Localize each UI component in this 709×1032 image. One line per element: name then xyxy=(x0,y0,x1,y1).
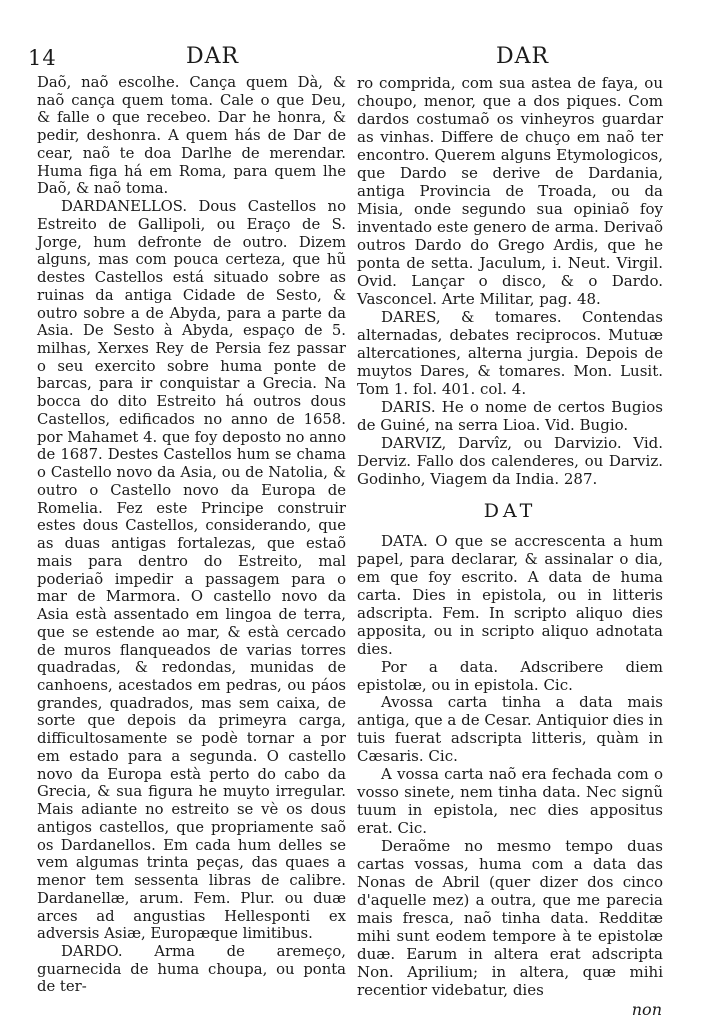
entry-daris: DARIS. He o nome de certos Bugios de Guiné, na serra Lioa. Vid. Bugio. xyxy=(357,397,663,434)
running-head-left: DAR xyxy=(186,44,240,69)
entry-data-example-3: A vossa carta naõ era fechada com o vosso sinete, nem tinha data. Nec signũ tuum in epistola, nec dies appositus erat. Cic. xyxy=(357,765,663,838)
entry-data: DATA. O que se accrescenta a hum papel, para declarar, & assinalar o dia, em que foy escrito. A data de huma carta. Dies in epistola, ou in litteris adscripta. Fem. In scripto aliquo dies apposita, ou in scripto aliquo adnotata dies. xyxy=(357,531,663,658)
section-heading-dat: DAT xyxy=(483,499,537,522)
entry-data-example-4: Deraõme no mesmo tempo duas cartas vossas, huma com a data das Nonas de Abril (quer dizer dos cinco d'aquelle mez) a outra, que me parecia mais fresca, naõ tinha data. Redditæ mihi sunt eodem tempore à te epistolæ duæ. Earum in altera erat adscripta Non. Aprilium; in altera, quæ mihi recentior videbatur, dies xyxy=(357,837,663,1000)
entry-data-example-1: Por a data. Adscribere diem epistolæ, ou in epistola. Cic. xyxy=(357,657,663,694)
entry-darviz: DARVIZ, Darvîz, ou Darvizio. Vid. Derviz. Fallo dos calenderes, ou Darviz. Godinho, Viagem da India. 287. xyxy=(357,433,663,488)
running-head-right: DAR xyxy=(496,44,550,69)
entry-dardanellos: DARDANELLOS. Dous Castellos no Estreito de Gallipoli, ou Eraço de S. Jorge, hum defronte de outro. Dizem alguns, mas com pouca certeza, que hũ destes Castellos está situado sobre as ruinas da antiga Cidade de Sesto, & outro sobre a de Abyda, para a parte da Asia. De Sesto à Abyda, espaço de 5. milhas, Xerxes Rey de Persia fez passar o seu exercito sobre huma ponte de barcas, para ir conquistar a Grecia. Na bocca do dito Estreito há outros dous Castellos, edificados no anno de 1658. por Mahamet 4. que foy deposto no anno de 1687. Destes Castellos hum se chama o Castello novo da Asia, ou de Natolia, & outro o Castello novo da Europa de Romelia. Fez este Principe construir estes dous Castellos, considerando, que as duas antigas fortalezas, que estaõ mais para dentro do Estreito, mal poderiaõ impedir a passagem para o mar de Marmora. O castello novo da Asia està assentado em lingoa de terra, que se estende ao mar, & està cercado de muros flanqueados de varias torres quadradas, & redondas, munidas de canhoens, acestados em pedras, ou páos grandes, quadrados, mas sem caixa, de sorte que depois da primeyra carga, difficultosamente se podè tornar a por em estado para a segunda. O castello novo da Europa està perto do cabo da Grecia, & sua figura he muyto irregular. Mais adiante no estreito se vè os dous antigos castellos, que propriamente saõ os Dardanellos. Em cada hum delles se vem algumas trinta peças, das quaes a menor tem sessenta libras de calibre. Dardanellæ, arum. Fem. Plur. ou duæ arces ad angustias Hellesponti ex adversis Asiæ, Europæque limitibus. xyxy=(37,198,346,943)
left-column xyxy=(37,74,346,996)
entry-data-example-2: Avossa carta tinha a data mais antiga, que a de Cesar. Antiquior dies in tuis fuerat adscripta litteris, quàm in Cæsaris. Cic. xyxy=(357,693,663,766)
entry-dardo-continuation: ro comprida, com sua astea de faya, ou choupo, menor, que a dos piques. Com dardos costumaõ os vinheyros guardar as vinhas. Differe de chuço em naõ ter encontro. Querem alguns Etymologicos, que Dardo se derive de Dardania, antiga Provincia de Troada, ou da Misia, onde segundo sua opiniaõ foy inventado este genero de arma. Derivaõ outros Dardo do Grego Ardis, que he ponta de setta. Jaculum, i. Neut. Virgil. Ovid. Lançar o disco, & o Dardo. Vasconcel. Arte Militar, pag. 48. xyxy=(357,74,663,308)
catchword: non xyxy=(631,1000,662,1019)
right-column xyxy=(357,74,663,999)
entry-dares: DARES, & tomares. Contendas alternadas, debates reciprocos. Mutuæ altercationes, alterna jurgia. Depois de muytos Dares, & tomares. Mon. Lusit. Tom 1. fol. 401. col. 4. xyxy=(357,307,663,398)
entry-dardo: DARDO. Arma de aremeço, guarnecida de huma choupa, ou ponta de ter- xyxy=(37,942,346,996)
page-number: 14 xyxy=(28,46,57,70)
entry-dar-continuation: Daõ, naõ escolhe. Cança quem Dà, & naõ cança quem toma. Cale o que Deu, & falle o que recebeo. Dar he honra, & pedir, deshonra. A quem hás de Dar de cear, naõ te doa Darlhe de merendar. Huma figa há em Roma, para quem lhe Daõ, & naõ toma. xyxy=(37,74,346,198)
page-header xyxy=(0,42,709,72)
